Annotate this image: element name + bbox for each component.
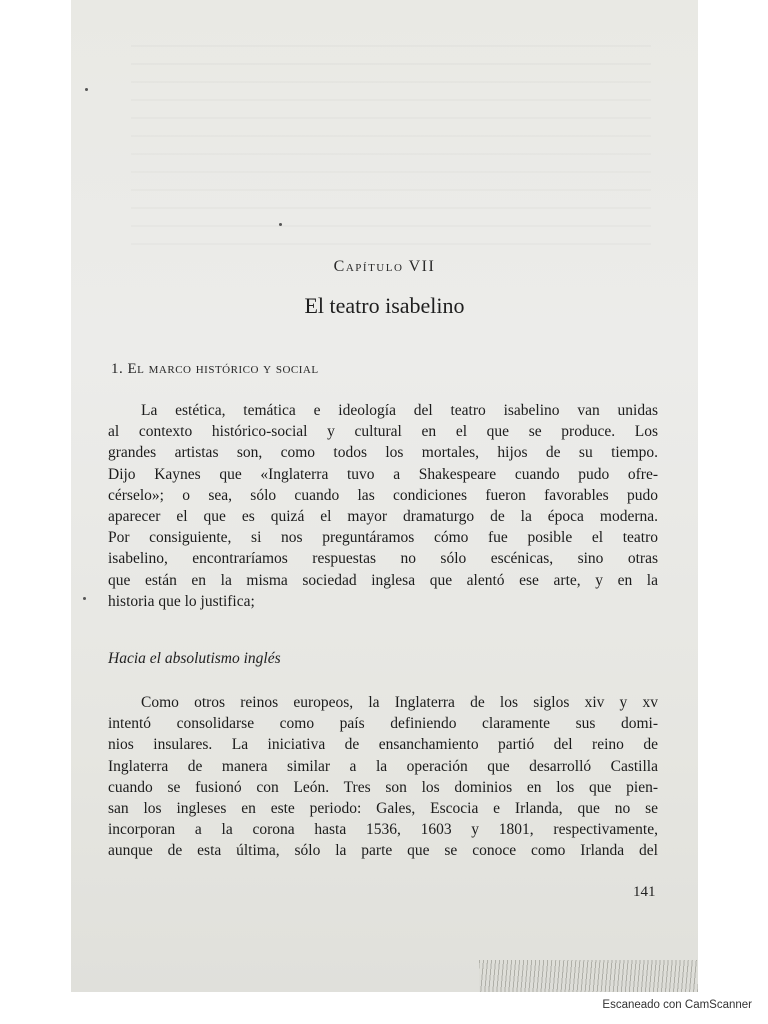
- paragraph-line: Dijo Kaynes que «Inglaterra tuvo a Shakespeare cuando pudo ofre-: [108, 465, 658, 483]
- paragraph-line: grandes artistas son, como todos los mortales, hijos de su tiempo.: [108, 444, 658, 462]
- bleed-through-text: [131, 45, 651, 245]
- scanned-page: [71, 0, 698, 992]
- paragraph-2: [108, 692, 658, 862]
- paragraph-line: san los ingleses en este periodo: Gales, Escocia e Irlanda, que no se: [108, 800, 658, 818]
- speck: [279, 223, 282, 226]
- speck: [85, 88, 88, 91]
- section-heading: 1. El marco histórico y social: [111, 361, 319, 377]
- scan-edge-stripe: [479, 960, 698, 992]
- subheading: Hacia el absolutismo inglés: [108, 650, 281, 667]
- paragraph-line: cérselo»; o sea, sólo cuando las condiciones fueron favorables pudo: [108, 486, 658, 504]
- paragraph-line: La estética, temática e ideología del teatro isabelino van unidas: [141, 402, 658, 419]
- paragraph-line: nios insulares. La iniciativa de ensanchamiento partió del reino de: [108, 736, 658, 754]
- chapter-label: Capítulo VII: [333, 258, 436, 275]
- speck: [83, 597, 86, 600]
- paragraph-line: incorporan a la corona hasta 1536, 1603 y 1801, respectivamente,: [108, 821, 658, 839]
- camscanner-watermark: Escaneado con CamScanner: [602, 999, 752, 1011]
- paragraph-line: aparecer el que es quizá el mayor dramaturgo de la época moderna.: [108, 508, 658, 526]
- paragraph-line: aunque de esta última, sólo la parte que se conoce como Irlanda del: [108, 842, 658, 860]
- paragraph-line: cuando se fusionó con León. Tres son los dominios en los que pien-: [108, 778, 658, 796]
- paragraph-1: [108, 400, 658, 612]
- paragraph-line: Como otros reinos europeos, la Inglaterra de los siglos xiv y xv: [141, 694, 658, 711]
- page-number: 141: [633, 884, 656, 900]
- paragraph-line: que están en la misma sociedad inglesa que alentó ese arte, y en la: [108, 571, 658, 589]
- paragraph-line: historia que lo justifica;: [108, 592, 255, 610]
- paragraph-line: al contexto histórico-social y cultural en el que se produce. Los: [108, 423, 658, 441]
- chapter-title: El teatro isabelino: [304, 293, 465, 318]
- paragraph-line: isabelino, encontraríamos respuestas no sólo escénicas, sino otras: [108, 550, 658, 568]
- paragraph-line: intentó consolidarse como país definiendo claramente sus domi-: [108, 715, 658, 733]
- paragraph-line: Inglaterra de manera similar a la operación que desarrolló Castilla: [108, 757, 658, 775]
- paragraph-line: Por consiguiente, si nos preguntáramos cómo fue posible el teatro: [108, 529, 658, 547]
